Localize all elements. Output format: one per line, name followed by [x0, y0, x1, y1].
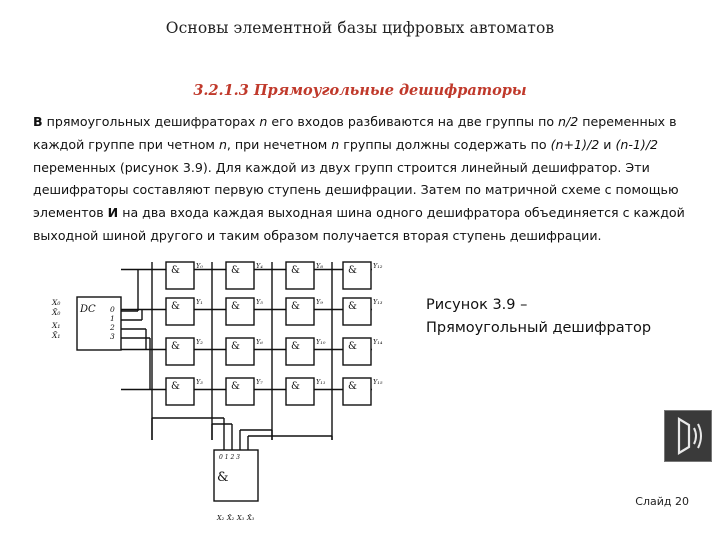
- figure-caption: [426, 294, 686, 340]
- first-stage-decoder: [51, 297, 121, 350]
- and-gate: [152, 338, 206, 365]
- gate-and-symbol: &: [171, 265, 180, 276]
- gate-output-label: Y₁₂: [373, 262, 383, 270]
- bottom-input-label: X̄₃: [247, 514, 255, 522]
- and-gate: [331, 378, 383, 405]
- gate-output-label: Y₉: [316, 298, 323, 306]
- bottom-input-label: X₃: [237, 514, 245, 522]
- dc-input-label: X̄₀: [52, 308, 61, 317]
- gate-and-symbol: &: [231, 265, 240, 276]
- gate-and-symbol: &: [291, 265, 300, 276]
- and-gate: [152, 378, 206, 405]
- gate-output-label: Y₄: [256, 262, 263, 270]
- and-gate: [152, 262, 206, 289]
- gate-and-symbol: &: [171, 341, 180, 352]
- and-gate: [331, 298, 383, 325]
- dc-label: DC: [80, 304, 96, 315]
- gate-and-symbol: &: [291, 301, 300, 312]
- and-gate: [152, 298, 206, 325]
- gate-and-symbol: &: [171, 381, 180, 392]
- speaker-icon: [665, 411, 711, 461]
- and-gate: [212, 378, 266, 405]
- gate-output-label: Y₃: [196, 378, 203, 386]
- gate-output-label: Y₁₄: [373, 338, 383, 346]
- gate-and-symbol: &: [291, 341, 300, 352]
- dc-output-number: 0: [110, 305, 115, 314]
- caption-line-1: Рисунок 3.9 –: [426, 297, 528, 313]
- dc-input-label: X₁: [52, 321, 61, 330]
- gate-and-symbol: &: [291, 381, 300, 392]
- body-paragraph: В прямоугольных дешифраторах n его входов разбиваются на две группы по n/2 переменных в каждой группе при четном n, при нечетном n группы должны содержать по (n+1)/2 и (n-1)/2 переменных (рисунок 3.9). Для каждой из двух групп строится линейный дешифратор. Эти дешифраторы составляют первую ступень дешифрации. Затем по матричной схеме с помощью элементов И на два входа каждая выходная шина одного дешифратора объединяется с каждой выходной шиной другого и таким образом получается вторая ступень дешифрации.: [33, 114, 685, 243]
- dc-input-label: X₀: [52, 298, 61, 307]
- section-heading: 3.2.1.3 Прямоугольные дешифраторы: [193, 82, 527, 99]
- gate-output-label: Y₆: [256, 338, 263, 346]
- gate-output-label: Y₇: [256, 378, 263, 386]
- dc-input-label: X̄₁: [52, 331, 61, 340]
- dc-output-number: 3: [110, 332, 115, 341]
- bottom-dc-output-numbers: 0 1 2 3: [219, 454, 240, 461]
- gate-output-label: Y₂: [196, 338, 203, 346]
- gate-and-symbol: &: [231, 341, 240, 352]
- and-gate: [212, 338, 266, 365]
- gate-output-label: Y₁₅: [373, 378, 383, 386]
- and-gate: [272, 262, 326, 289]
- gate-and-symbol: &: [231, 381, 240, 392]
- and-gate: [272, 338, 326, 365]
- and-gate: [331, 338, 383, 365]
- header-title: Основы элементной базы цифровых автоматов: [165, 19, 555, 37]
- gate-output-label: Y₁₀: [316, 338, 326, 346]
- and-gate: [212, 262, 266, 289]
- and-gate: [331, 262, 383, 289]
- gate-output-label: Y₁₃: [373, 298, 383, 306]
- and-gate: [272, 298, 326, 325]
- caption-line-2: Прямоугольный дешифратор: [426, 320, 652, 336]
- second-group-decoder: [214, 450, 258, 522]
- gate-output-label: Y₁: [196, 298, 203, 306]
- gate-output-label: Y₅: [256, 298, 263, 306]
- gate-and-symbol: &: [231, 301, 240, 312]
- dc-output-number: 2: [110, 323, 115, 332]
- bottom-dc-and-symbol: &: [217, 470, 229, 485]
- dc-output-number: 1: [110, 314, 115, 323]
- bottom-input-label: X₂: [217, 514, 225, 522]
- and-gate: [272, 378, 326, 405]
- gate-and-symbol: &: [348, 265, 357, 276]
- and-gate-matrix: [152, 262, 383, 405]
- gate-and-symbol: &: [348, 341, 357, 352]
- sound-button[interactable]: [664, 410, 712, 462]
- and-gate: [212, 298, 266, 325]
- gate-and-symbol: &: [171, 301, 180, 312]
- bottom-input-label: X̄₂: [227, 514, 235, 522]
- gate-output-label: Y₈: [316, 262, 323, 270]
- gate-output-label: Y₁₁: [316, 378, 326, 386]
- slide-number: Слайд 20: [635, 495, 689, 508]
- gate-and-symbol: &: [348, 301, 357, 312]
- gate-and-symbol: &: [348, 381, 357, 392]
- gate-output-label: Y₀: [196, 262, 203, 270]
